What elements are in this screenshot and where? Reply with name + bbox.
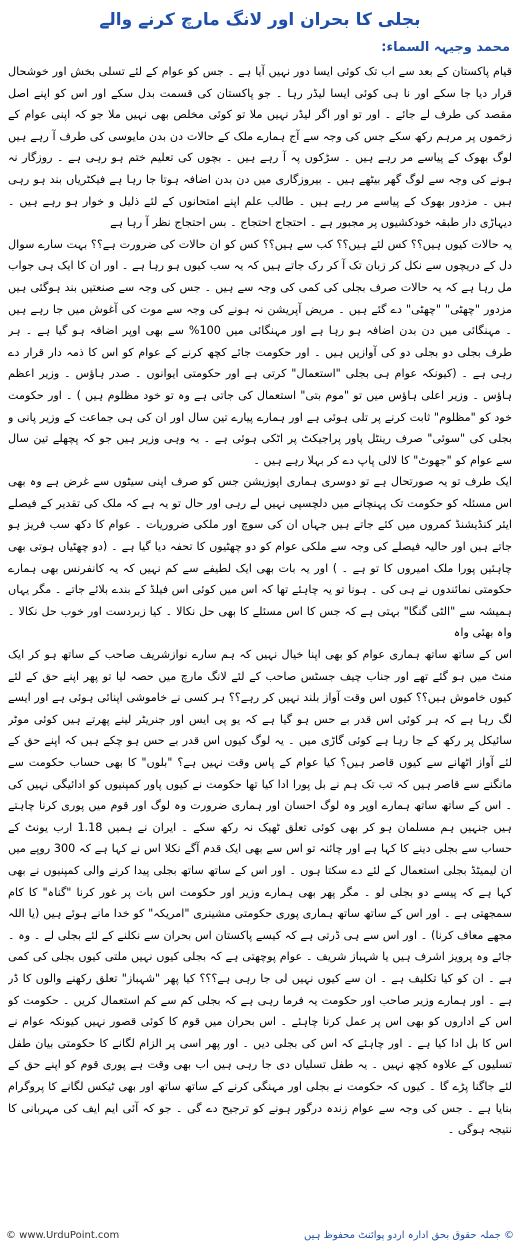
page-footer bbox=[6, 1227, 514, 1243]
article-body bbox=[8, 61, 512, 1201]
paragraph-2: یہ حالات کیوں ہیں؟؟ کس لئے ہیں؟؟ کب سے ہیں؟؟ کس کو ان حالات کی ضرورت ہے؟؟ بہت سارے سوال دل کے دریچوں سے نکل کر زبان تک آ کر رک جاتے ہیں کہ یہ سب کیوں ہو رہا ہے ۔ اور ان کا ایک ہی جواب مل رہا ہے کہ یہ حالات صرف بجلی کی کمی کی وجہ سے ہیں ۔ جس کی وجہ سے صنعتیں بند ہوگئی ہیں مزدور "چھٹی" "چھٹی" دے گئے ہیں ۔ مریض آپریشن نہ ہونے کی وجہ سے موت کی آغوش میں جا رہے ہیں ۔ مہنگائی میں دن بدن اضافہ ہو رہا ہے اور مہنگائی میں 100% سے بھی اوپر اضافہ ہو گیا ہے ۔ ہر طرف بجلی دو بجلی دو کی آوازیں ہیں ۔ اور حکومت جائے کچھ کرنے کے عوام کو اس کا ذمہ دار قرار دے رہی ہے ۔ (کیونکہ عوام ہی بجلی "استعمال" کرتی ہے اور حکومتی ایوانوں ۔ صدر ہاؤس ۔ وزیر اعظم ہاؤس ۔ وزیر اعلی ہاؤس میں تو "موم بتی" استعمال کی جاتی ہے وہ تو خود مظلوم ہیں ) ۔ اور حکومت خود کو "مظلوم" ثابت کرنے پر تلی ہوئی ہے اور ہمارے پیارے تین سال اور ان کی ہی جماعت کے وزیر پانی و بجلی کی "سوئی" صرف رینٹل پاور پراجیکٹ پر اٹکی ہوئی ہے ۔ یہ وہی وزیر ہیں جو کہ پچھلے تین سال سے عوام کو "جھوٹ" کا لالی پاپ دے کر بہلا رہے ہیں ۔ bbox=[8, 237, 512, 467]
paragraph-3: ایک طرف تو یہ صورتحال ہے تو دوسری ہماری اپوزیشن جس کو صرف اپنی سیٹوں سے غرض ہے وہ بھی اس مسئلہ کو حکومت تک پہنچانے میں دلچسپی نہیں لے رہی اور حال تو یہ ہے کہ ملک کی تقدیر کے فیصلے ایئر کنڈیشنڈ کمروں میں کئے جاتے ہیں جہاں ان کی سوچ اور ملکی ضروریات ۔ عوام کا دکھ سب فریز ہو جاتے ہیں اور حالیہ فیصلے کی وجہ سے ملکی عوام کو دو چھٹیوں کا تحفہ دیا گیا ہے ۔ (دو چھٹیاں ہوتی بھی چاہئیں پورا ملک امیروں کا تو ہے ۔ ) اور یہ بات بھی ایک لطیفے سے کم نہیں کہ یہ کانفرنس بھی ہمارے حکومتی نمائندوں نے ہی کی ۔ ہونا تو یہ چاہئے تھا کہ اس میں کوئی اس فیلڈ کے بندے بلائے جاتے ۔ مگر یہاں ہمیشہ سے "الٹی گنگا" بہتی ہے کہ جس کا اس مسئلے کا بھی حل نکالا ۔ کیا زبردست اور خوب حل نکالا ۔ واہ بھئی واہ bbox=[8, 475, 512, 640]
paragraph-1: قیام پاکستان کے بعد سے اب تک کوئی ایسا دور نہیں آیا ہے ۔ جس کو عوام کے لئے تسلی بخش اور خوشحال قرار دیا جا سکے اور نا ہی کوئی ایسا لیڈر رہا ۔ جو پاکستان کی قسمت بدل سکے اور اس کو اپنے اصل مقصد کی طرف لے جائے ۔ اور تو اور اگر لیڈر نہیں ملا تو کوئی مخلص بھی نہیں ملا جو کہ اپنی عوام کے زخموں پر مرہم رکھ سکے جس کی وجہ سے آج ہمارے ملک کے حالات دن بدن مایوسی کی طرف آ رہے ہیں لوگ بھوک کے پیاسے مر رہے ہیں ۔ سڑکوں پہ آ رہے ہیں ۔ بچوں کی تعلیم ختم ہو رہی ہے ۔ روزگار نہ ہونے کی وجہ سے لوگ گھر بیٹھے ہیں ۔ بیروزگاری میں دن بدن اضافہ ہوتا جا رہا ہے فیکٹریاں بند ہو رہی ہیں ۔ مزدور بھوک کے پیاسے مر رہے ہیں ۔ طالب علم اپنے امتحانوں کے لئے ذلیل و خوار ہو رہے ہیں ۔ دیہاڑی دار طبقہ خودکشیوں پر مجبور ہے ۔ احتجاج احتجاج ۔ بس احتجاج نظر آ رہا ہے bbox=[8, 65, 512, 230]
paragraph-4: اس کے ساتھ ساتھ ہماری عوام کو بھی اپنا خیال نہیں کہ ہم سارے نوازشریف صاحب کے ساتھ ہو کر ایک منٹ میں ہو گئے تھے اور جناب چیف جسٹس صاحب کے لئے لانگ مارچ میں حصہ لیا تو پھر اپنے حق کے لئے کیوں خاموش ہیں؟؟ کیوں اس وقت آواز بلند نہیں کر رہے؟؟ ہر کسی نے خاموشی اپنائی ہوئی ہے اور ایسے لگ رہا ہے کہ ہر کوئی اس قدر بے حس ہو گیا ہے کہ یو پی ایس اور جنریٹر لینے پھرتے ہیں کوئی موٹر سائیکل پر رکھ کے جا رہا ہے کوئی گاڑی میں ۔ یہ لوگ کیوں اس قدر بے حس ہو چکے ہیں کہ اپنے حق کے لئے آواز اٹھانے سے کیوں قاصر ہیں؟ کیا عوام کے پاس وقت نہیں ہے؟ "بلوں" کا بھی حساب حکومت سے مانگنے سے قاصر ہیں کہ تب تک ہم نے بل پورا ادا کیا تھا حکومت نے کیوں پاور کمپنیوں کو ادائیگی نہیں کی ۔ اس کے ساتھ ساتھ ہمارے اوپر وہ لوگ احسان اور ہماری ضرورت وہ لوگ اور قوم میں پوری کرنا چاہتے ہیں جنہیں ہم مسلمان ہو کر بھی کوئی تعلق ٹھیک نہ رکھ سکے ۔ ایران نے ہمیں 1.18 ارب یونٹ کے حساب سے بجلی دینے کا کہا ہے اور چائنہ تو اس سے بھی ایک قدم آگے نکلا اس نے کہا ہے کہ 300 روپے میں ان لیمیٹڈ بجلی استعمال کے لئے دے سکتا ہوں ۔ اور اس کے ساتھ ساتھ بجلی پیدا کرنے والی کمپنیوں نے بھی کہا ہے کہ پیسے دو بجلی لو ۔ مگر پھر بھی ہمارے وزیر اور حکومت اس بات پر غور کرنا "گناہ" کا کام سمجھتی ہے ۔ اور اس کے ساتھ ساتھ ہماری پوری حکومتی مشینری "امریکہ" کو خدا مانے ہوئے ہیں (یا اللہ مجھے معاف کرنا) ۔ اور اس سے ہی ڈرتی ہے کہ کیسے پاکستان اس بحران سے نکلنے کے لئے بجلی لے ۔ وہ ۔ جائے وہ پرویز اشرف ہیں یا شہباز شریف ۔ عوام پوچھتی ہے کہ بجلی کیوں نہیں ملتی کیوں بجلی کی کمی ہے ۔ ان کو کیا تکلیف ہے ۔ ان سے کیوں نہیں لی جا رہی ہے؟؟؟ کیا پھر "شہباز" تعلق رکھنے والوں کا ڈر ہے ۔ اور ہمارے وزیر صاحب اور حکومت یہ فرما رہی ہے کہ بجلی کم سے کم استعمال کریں ۔ حکومت کو اس کے اداروں کو بھی اس پر عمل کرنا چاہئے ۔ اس بحران میں قوم کا کوئی قصور نہیں کیونکہ عوام نے اس کا بل ادا کیا ہے ۔ اور چاہئے کہ اس کی بجلی دیں ۔ اور پھر اسی پر الزام لگانے کا حکومتی بیان طفل تسلیوں کے علاوہ کچھ نہیں ۔ یہ طفل تسلیاں دی جا رہی ہیں اب بھی وقت ہے پوری قوم کو اپنے حق کے لئے جاگنا پڑے گا ۔ کیوں کہ حکومت نے بجلی اور مہنگی کرنے کے ساتھ ساتھ اور بھی ٹیکس لگانے کا پروگرام بنایا ہے ۔ جس کی وجہ سے عوام زندہ درگور ہونے کو ترجیح دے گی ۔ جو کہ آئی ایم ایف کی مہربانی کا نتیجہ ہوگی ۔ bbox=[8, 648, 512, 1137]
copyright-notice: © جملہ حقوق بحق ادارہ اردو پوائنٹ محفوظ ہیں bbox=[303, 1229, 514, 1241]
article-title: بجلی کا بحران اور لانگ مارچ کرنے والے bbox=[99, 10, 421, 30]
article-author: محمد وجیہہ السماء: bbox=[381, 40, 510, 55]
site-url[interactable]: © www.UrduPoint.com bbox=[6, 1229, 120, 1241]
